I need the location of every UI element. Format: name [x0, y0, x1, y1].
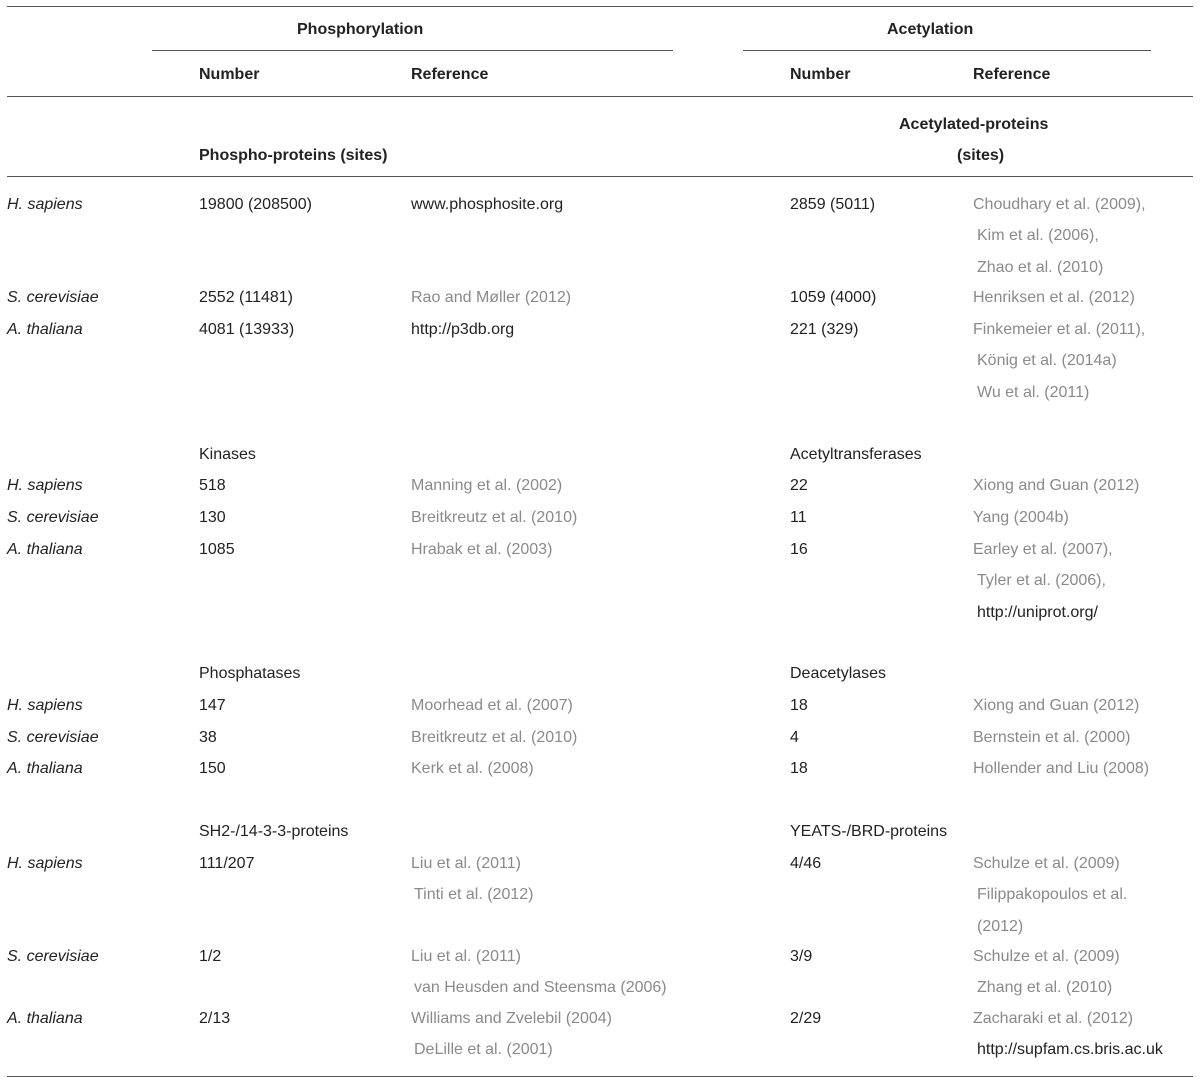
phospho-proteins-subheader: Phospho-proteins (sites): [199, 147, 388, 164]
acetyl-reference: König et al. (2014a): [977, 352, 1117, 370]
table-bottom-rule: [7, 1076, 1193, 1077]
phospho-number: 1/2: [199, 948, 222, 965]
phospho-reference: www.phosphosite.org: [411, 196, 564, 213]
acetyl-reference-header: Reference: [973, 66, 1051, 83]
organism-name: A. thaliana: [7, 760, 83, 777]
phospho-reference: Williams and Zvelebil (2004): [411, 1010, 612, 1027]
acetyl-reference: Choudhary et al. (2009),: [973, 196, 1146, 213]
organism-name: S. cerevisiae: [7, 289, 99, 306]
acetyl-number: 18: [790, 760, 808, 777]
phospho-reference: Breitkreutz et al. (2010): [411, 509, 578, 526]
acetyl-number: 2859 (5011): [790, 196, 876, 213]
phospho-group-title: Phosphatases: [199, 665, 301, 682]
acetyl-number: 18: [790, 697, 808, 714]
acetyl-reference: Bernstein et al. (2000): [973, 729, 1131, 746]
acetyl-number: 4/46: [790, 855, 822, 872]
organism-name: A. thaliana: [7, 1010, 83, 1027]
phospho-number: 111/207: [199, 855, 255, 872]
organism-name: S. cerevisiae: [7, 948, 99, 965]
acetyl-number: 1059 (4000): [790, 289, 877, 306]
acetyl-reference: http://supfam.cs.bris.ac.uk: [977, 1041, 1163, 1059]
phospho-number: 4081 (13933): [199, 321, 295, 338]
phospho-number: 19800 (208500): [199, 196, 312, 213]
phospho-reference: Manning et al. (2002): [411, 477, 563, 494]
acetyl-group-title: YEATS-/BRD-proteins: [790, 823, 948, 840]
acetyl-number: 16: [790, 541, 808, 558]
organism-name: H. sapiens: [7, 196, 83, 213]
acetyl-reference: Earley et al. (2007),: [973, 541, 1113, 558]
acetyl-reference: Zacharaki et al. (2012): [973, 1010, 1134, 1027]
acetyl-reference: Xiong and Guan (2012): [973, 477, 1140, 494]
phospho-reference: Moorhead et al. (2007): [411, 697, 573, 714]
phospho-number: 2552 (11481): [199, 289, 293, 306]
acetyl-reference: Finkemeier et al. (2011),: [973, 321, 1146, 338]
acetyl-number: 4: [790, 729, 799, 746]
organism-name: A. thaliana: [7, 321, 83, 338]
acetyl-reference: Hollender and Liu (2008): [973, 760, 1150, 777]
acetyl-number: 3/9: [790, 948, 813, 965]
acetyl-reference: (2012): [977, 917, 1024, 935]
organism-name: H. sapiens: [7, 697, 83, 714]
acetyl-reference: Filippakopoulos et al.: [977, 886, 1128, 904]
phospho-reference-header: Reference: [411, 66, 489, 83]
acetyl-number: 22: [790, 477, 808, 494]
phospho-group-title: SH2-/14-3-3-proteins: [199, 823, 349, 840]
acetyl-number: 11: [790, 509, 807, 526]
acetyl-reference: Kim et al. (2006),: [977, 227, 1099, 245]
phospho-number: 518: [199, 477, 226, 494]
acetylated-proteins-subheader-line2: (sites): [957, 147, 1005, 164]
acetyl-reference: Henriksen et al. (2012): [973, 289, 1135, 306]
phospho-reference: DeLille et al. (2001): [414, 1041, 553, 1059]
phospho-number-header: Number: [199, 66, 260, 83]
phospho-reference: Rao and Møller (2012): [411, 289, 572, 306]
acetyl-reference: Xiong and Guan (2012): [973, 697, 1140, 714]
acetylated-proteins-subheader-line1: Acetylated-proteins: [899, 116, 1049, 133]
acetyl-group-title: Deacetylases: [790, 665, 887, 682]
phospho-number: 2/13: [199, 1010, 231, 1027]
phospho-reference: Liu et al. (2011): [411, 855, 521, 872]
acetyl-number: 221 (329): [790, 321, 859, 338]
acetyl-number-header: Number: [790, 66, 851, 83]
acetyl-group-title: Acetyltransferases: [790, 446, 922, 463]
phosphorylation-span-rule: [152, 50, 673, 51]
acetyl-reference: Schulze et al. (2009): [973, 855, 1120, 872]
phospho-reference: http://p3db.org: [411, 321, 515, 338]
phospho-reference: Tinti et al. (2012): [414, 886, 534, 904]
organism-name: S. cerevisiae: [7, 509, 99, 526]
phosphorylation-header: Phosphorylation: [297, 21, 424, 38]
organism-name: H. sapiens: [7, 477, 83, 494]
organism-name: A. thaliana: [7, 541, 83, 558]
acetylation-span-rule: [743, 50, 1151, 51]
phospho-number: 38: [199, 729, 217, 746]
phospho-reference: Hrabak et al. (2003): [411, 541, 553, 558]
phospho-reference: Liu et al. (2011): [411, 948, 521, 965]
acetyl-reference: Zhang et al. (2010): [977, 979, 1113, 997]
acetyl-reference: http://uniprot.org/: [977, 603, 1098, 621]
organism-name: S. cerevisiae: [7, 729, 99, 746]
phospho-number: 130: [199, 509, 226, 526]
phospho-number: 147: [199, 697, 226, 714]
table-top-rule: [7, 6, 1193, 7]
acetyl-reference: Wu et al. (2011): [977, 383, 1090, 401]
phospho-group-title: Kinases: [199, 446, 256, 463]
header-bottom-rule: [7, 96, 1193, 97]
phospho-number: 150: [199, 760, 226, 777]
acetylation-header: Acetylation: [887, 21, 974, 38]
phospho-reference: Kerk et al. (2008): [411, 760, 534, 777]
acetyl-reference: Schulze et al. (2009): [973, 948, 1120, 965]
phospho-reference: Breitkreutz et al. (2010): [411, 729, 578, 746]
acetyl-number: 2/29: [790, 1010, 822, 1027]
acetyl-reference: Yang (2004b): [973, 509, 1069, 526]
phospho-number: 1085: [199, 541, 235, 558]
subheader-bottom-rule: [7, 176, 1193, 177]
organism-name: H. sapiens: [7, 855, 83, 872]
acetyl-reference: Tyler et al. (2006),: [977, 572, 1106, 590]
acetyl-reference: Zhao et al. (2010): [977, 258, 1104, 276]
phospho-reference: van Heusden and Steensma (2006): [414, 979, 667, 997]
